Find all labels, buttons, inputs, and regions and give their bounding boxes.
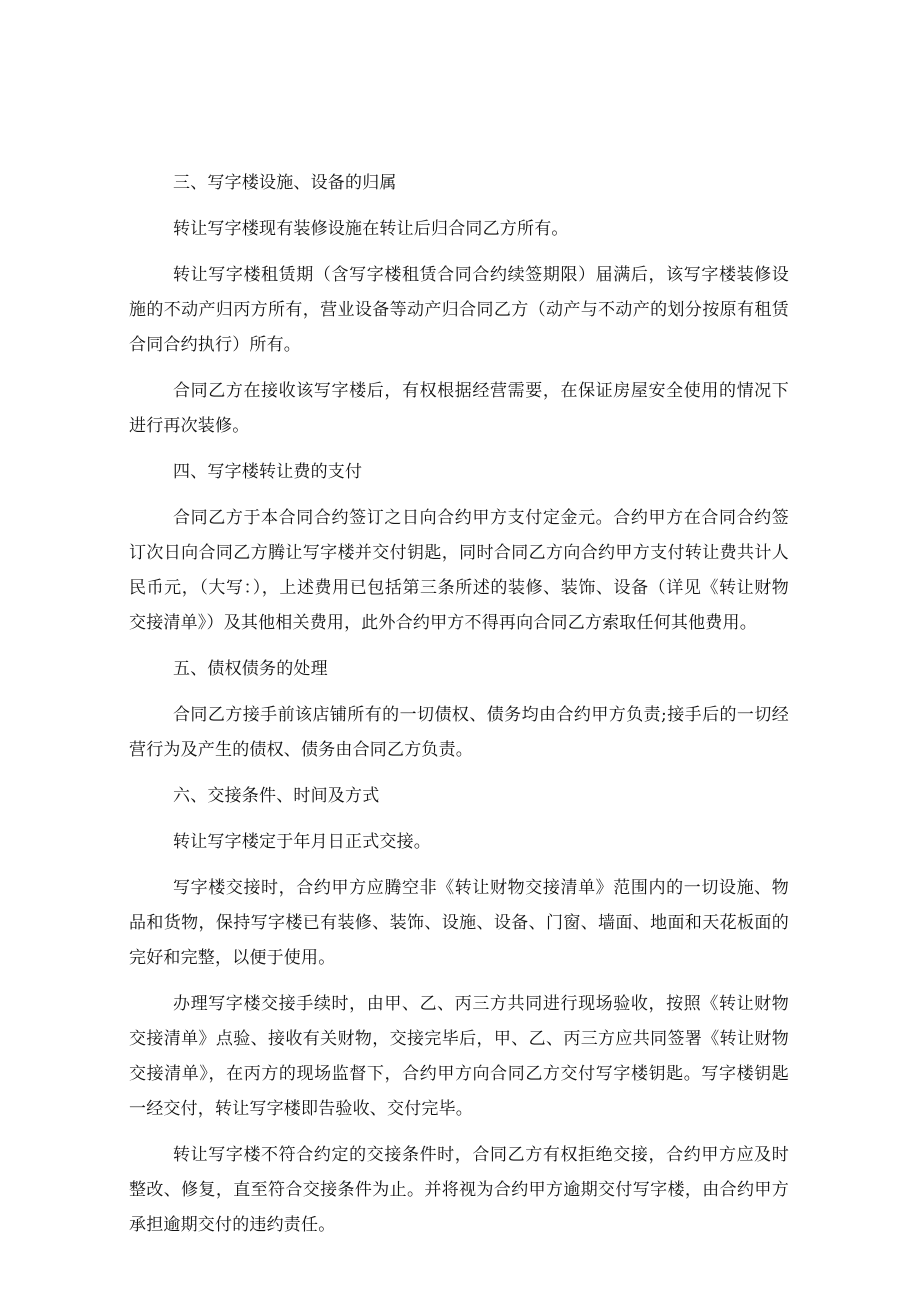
section-3-paragraph-1: 转让写字楼现有装修设施在转让后归合同乙方所有。 (173, 219, 569, 239)
section-5-paragraph-1: 合同乙方接手前该店铺所有的一切债权、债务均由合约甲方负责;接手后的一切经营行为及产生的债权、债务由合同乙方负责。 (129, 705, 789, 760)
section-6-paragraph-2: 写字楼交接时，合约甲方应腾空非《转让财物交接清单》范围内的一切设施、物品和货物，保持写字楼已有装修、装饰、设施、设备、门窗、墙面、地面和天花板面的完好和完整，以便于使用。 (129, 878, 789, 968)
section-5-heading: 五、债权债务的处理 (173, 659, 328, 679)
section-6-paragraph-1: 转让写字楼定于年月日正式交接。 (173, 832, 431, 852)
section-4-heading: 四、写字楼转让费的支付 (173, 462, 363, 482)
section-6-heading: 六、交接条件、时间及方式 (173, 786, 380, 806)
section-3-paragraph-3: 合同乙方在接收该写字楼后，有权根据经营需要，在保证房屋安全使用的情况下进行再次装修。 (129, 381, 789, 436)
section-6-paragraph-4: 转让写字楼不符合约定的交接条件时，合同乙方有权拒绝交接，合约甲方应及时整改、修复，直至符合交接条件为止。并将视为合约甲方逾期交付写字楼，由合约甲方承担逾期交付的违约责任。 (129, 1145, 789, 1235)
section-3-heading: 三、写字楼设施、设备的归属 (173, 173, 397, 193)
section-4-paragraph-1: 合同乙方于本合同合约签订之日向合约甲方支付定金元。合约甲方在合同合约签订次日向合同乙方腾让写字楼并交付钥匙，同时合同乙方向合约甲方支付转让费共计人民币元，（大写：），上述费用已包括第三条所述的装修、装饰、设备（详见《转让财物交接清单》）及其他相关费用，此外合约甲方不得再向合同乙方索取任何其他费用。 (129, 508, 789, 633)
document-body (129, 166, 789, 1254)
section-6-paragraph-3: 办理写字楼交接手续时，由甲、乙、丙三方共同进行现场验收，按照《转让财物交接清单》点验、接收有关财物，交接完毕后，甲、乙、丙三方应共同签署《转让财物交接清单》，在丙方的现场监督下，合约甲方向合同乙方交付写字楼钥匙。写字楼钥匙一经交付，转让写字楼即告验收、交付完毕。 (129, 994, 789, 1119)
section-3-paragraph-2: 转让写字楼租赁期（含写字楼租赁合同合约续签期限）届满后，该写字楼装修设施的不动产归丙方所有，营业设备等动产归合同乙方（动产与不动产的划分按原有租赁合同合约执行）所有。 (129, 265, 789, 355)
